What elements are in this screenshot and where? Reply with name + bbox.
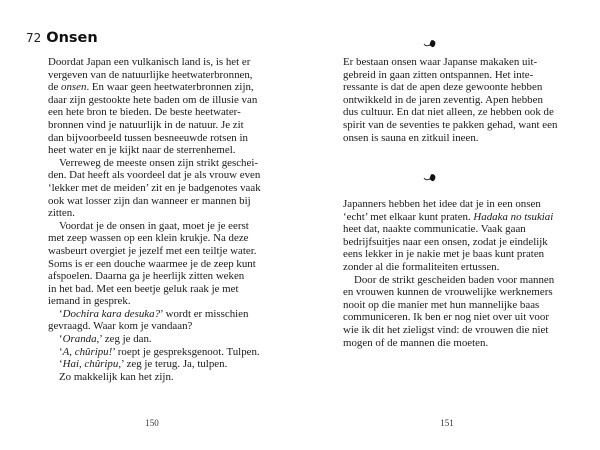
text-line: dus cultuur. En dat niet alleen, ze hebben ook de: [343, 106, 554, 119]
text-line: gevraagd. Waar kom je vandaan?: [48, 320, 193, 333]
italic-term: Hadaka no tsukiai: [473, 210, 554, 223]
text-line: afspoelen. Daarna ga je heerlijk zitten weken: [48, 270, 245, 283]
right-section-1: [343, 56, 558, 144]
text-line: mogen of de mannen die moeten.: [343, 336, 489, 349]
text-line: Verreweg de meeste onsen zijn strikt geschei-: [59, 156, 258, 169]
text-line: den. Dat heeft als voordeel dat je als vrouw even: [48, 169, 261, 182]
italic-term: Dochira kara desuka?: [62, 307, 161, 320]
text-line: gebreid in gaan zitten ontspannen. Het inte-: [343, 68, 534, 81]
text-line: iemand in gesprek.: [48, 295, 131, 308]
text-line: ‘Hai, chûripu,’ zeg je terug. Ja, tulpen.: [59, 358, 228, 371]
text-line: Zo makkelijk kan het zijn.: [59, 370, 174, 383]
text-line: eens lekker in je nakie met je baas kunt praten: [343, 248, 545, 261]
text-line: Japanners hebben het idee dat je in een onsen: [343, 198, 541, 210]
text-line: in het bad. Met een beetje geluk raak je met: [48, 282, 239, 295]
text-line: ontwikkeld in de jaren zeventig. Apen hebben: [343, 93, 543, 106]
running-header: [26, 30, 98, 46]
text-line: wie ik dit het zieligst vind: de vrouwen die niet: [343, 323, 549, 336]
text-line: Soms is er een douche waarmee je de zeep kunt: [48, 257, 256, 270]
text-line: wasbeurt overgiet je jezelf met een teiltje water.: [48, 244, 257, 257]
text-line: spirit van de seventies te pakken gehad, want een: [343, 118, 558, 131]
text-line: ressante is dat de apen deze gewoonte hebben: [343, 81, 543, 94]
text-line: daar zijn gestookte hete baden om de illusie van: [48, 93, 258, 106]
text-line: met zeep wassen op een klein krukje. Na deze: [48, 232, 249, 245]
right-page: [300, 0, 600, 450]
italic-term: A, chûripu!: [62, 345, 113, 358]
text-line: een hete bron te bieden. De beste heetwater-: [48, 106, 241, 119]
text-line: ‘Oranda,’ zeg je dan.: [59, 333, 152, 346]
text-line: vergeven van de natuurlijke heetwaterbronnen,: [48, 68, 253, 81]
left-body-text: [48, 56, 260, 383]
text-line: ‘A, chûripu!’ roept je gespreksgenoot. Tulpen.: [59, 345, 260, 358]
text-line: bronnen vind je natuurlijk in de natuur. Je zit: [48, 118, 244, 131]
text-line: ‘lekker met de meiden’ zit en je badgenotes vaak: [48, 181, 261, 194]
text-line: ook wat losser zijn dan wanneer er mannen bij: [48, 194, 251, 207]
italic-term: Hai, chûripu: [62, 358, 119, 371]
text-line: nooit op die manier met hun mannelijke baas: [343, 298, 540, 311]
ginkgo-leaf-icon: [423, 39, 437, 49]
italic-term: Oranda: [62, 333, 97, 346]
text-line: Doordat Japan een vulkanisch land is, is het er: [48, 56, 251, 68]
text-line: heet dat, naakte communicatie. Vaak gaan: [343, 223, 526, 236]
text-line: de onsen. En waar geen heetwaterbronnen zijn,: [48, 81, 254, 94]
text-line: zitten.: [48, 207, 75, 220]
page-number-right: 151: [440, 418, 454, 428]
text-line: dan bijvoorbeeld tussen besneeuwde rotsen in: [48, 131, 248, 144]
text-line: Er bestaan onsen waar Japanse makaken uit-: [343, 56, 538, 68]
page-number-left: 150: [145, 418, 159, 428]
text-line: ‘echt’ met elkaar kunt praten. Hadaka no tsukiai: [343, 210, 554, 223]
text-line: bedrijfsuitjes naar een onsen, zodat je eindelijk: [343, 235, 548, 248]
text-line: Voordat je de onsen in gaat, moet je je eerst: [59, 219, 249, 232]
text-line: heet water en je kijkt naar de sterrenhemel.: [48, 144, 236, 157]
text-line: ‘Dochira kara desuka?’ wordt er misschien: [59, 307, 249, 320]
ginkgo-leaf-icon: [423, 173, 437, 183]
text-line: communiceren. Ik ben er nog niet over uit voor: [343, 311, 549, 324]
right-section-2: [343, 198, 555, 349]
chapter-title: Onsen: [46, 30, 98, 46]
chapter-number: 72: [26, 31, 42, 45]
text-line: zonder al die formaliteiten ertussen.: [343, 260, 500, 273]
text-line: onsen is sauna en zitkuil ineen.: [343, 131, 479, 144]
text-line: Door de strikt gescheiden baden voor mannen: [354, 273, 555, 286]
italic-term: onsen: [61, 81, 87, 94]
text-line: en vrouwen kunnen de vrouwelijke werknemers: [343, 286, 553, 299]
